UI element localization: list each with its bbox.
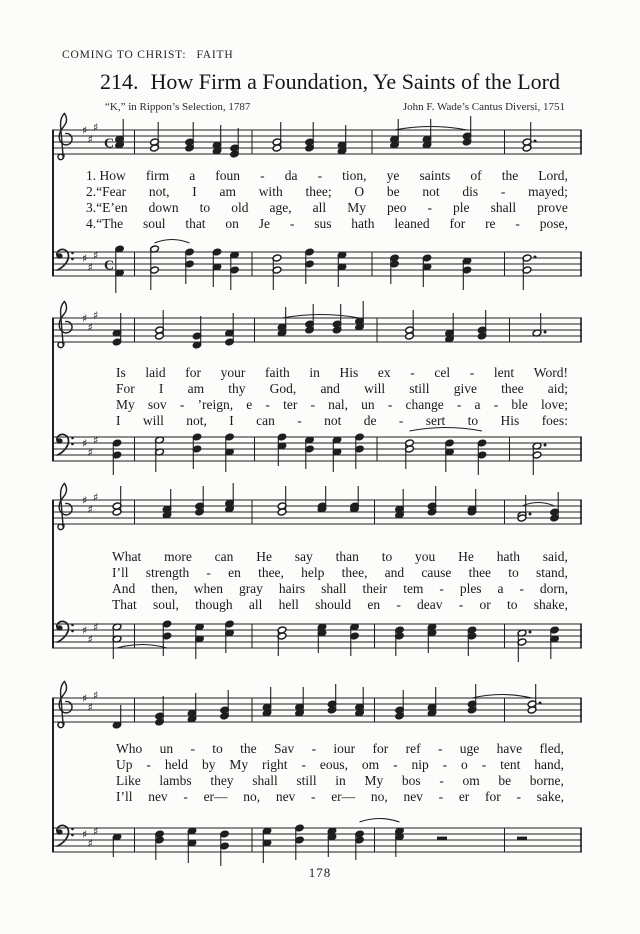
lyric-syllable: love; xyxy=(541,397,568,412)
lyric-syllable: and xyxy=(320,381,340,396)
lyric-syllable: What xyxy=(112,549,142,564)
lyric-syllable: And xyxy=(112,581,136,596)
lyric-syllable: Up xyxy=(116,757,133,772)
lyrics-line xyxy=(86,184,568,200)
lyric-syllable: firm xyxy=(145,168,170,183)
lyrics-line xyxy=(116,413,568,429)
lyric-syllable: for xyxy=(449,216,466,231)
lyric-syllable: - xyxy=(458,597,464,612)
lyric-syllable: - xyxy=(515,216,520,231)
svg-text:♯: ♯ xyxy=(87,446,93,459)
lyric-syllable: un xyxy=(361,397,375,412)
lyric-syllable: more xyxy=(164,549,192,564)
lyric-syllable: right xyxy=(262,757,288,772)
lyric-syllable: da xyxy=(284,168,298,183)
lyric-syllable: sus xyxy=(314,216,332,231)
lyric-syllable: borne, xyxy=(529,773,564,788)
lyric-syllable: My xyxy=(347,200,366,215)
lyric-syllable: - xyxy=(183,789,188,804)
lyric-syllable: have xyxy=(496,741,523,756)
lyric-syllable: the xyxy=(240,741,257,756)
lyric-syllable: a xyxy=(189,168,196,183)
lyric-syllable: Sav xyxy=(273,741,295,756)
lyric-syllable: eous, xyxy=(319,757,348,772)
svg-text:♯: ♯ xyxy=(93,121,99,134)
lyric-syllable: will xyxy=(142,413,164,428)
lyric-syllable: sake, xyxy=(536,789,564,804)
lyric-syllable: cel xyxy=(434,365,451,380)
lyrics-line xyxy=(116,773,564,789)
lyric-syllable: lent xyxy=(493,365,515,380)
lyric-syllable: - xyxy=(516,789,521,804)
lyric-syllable: I xyxy=(158,381,164,396)
svg-text:♯: ♯ xyxy=(87,133,93,146)
lyric-syllable: His xyxy=(339,365,359,380)
lyric-syllable: not, xyxy=(148,184,170,199)
lyric-syllable: shall xyxy=(252,773,278,788)
lyric-syllable: not, xyxy=(186,413,207,428)
lyric-syllable: can xyxy=(214,549,234,564)
lyric-syllable: be xyxy=(498,773,512,788)
lyric-syllable: be xyxy=(386,184,400,199)
lyric-syllable: ref xyxy=(405,741,421,756)
lyric-syllable: shall xyxy=(490,200,517,215)
lyric-syllable: gray xyxy=(238,581,263,596)
system-connector xyxy=(52,500,54,648)
lyric-syllable: - xyxy=(265,397,270,412)
lyric-syllable: nev xyxy=(403,789,423,804)
lyric-syllable: no, xyxy=(370,789,388,804)
lyric-syllable: - xyxy=(311,789,316,804)
lyric-syllable: should xyxy=(315,597,352,612)
svg-text:♯: ♯ xyxy=(93,309,99,322)
lyric-syllable: down xyxy=(148,200,179,215)
lyric-syllable: - xyxy=(410,365,415,380)
lyric-syllable: that xyxy=(185,216,206,231)
lyric-syllable: ex xyxy=(377,365,391,380)
lyric-syllable: ter xyxy=(283,397,298,412)
lyric-syllable: - xyxy=(387,397,393,412)
svg-text:♯: ♯ xyxy=(93,491,99,504)
lyric-syllable: 1. How xyxy=(86,168,126,183)
page-number: 178 xyxy=(308,865,332,880)
lyric-syllable: you xyxy=(415,549,436,564)
lyric-syllable: foes: xyxy=(541,413,568,428)
lyric-syllable: fled, xyxy=(539,741,564,756)
svg-text:♯: ♯ xyxy=(82,624,88,637)
lyric-syllable: 2.“Fear xyxy=(86,184,127,199)
lyric-syllable: - xyxy=(260,168,265,183)
treble-staff xyxy=(52,298,582,372)
lyrics-line xyxy=(116,397,568,413)
lyric-syllable: nip xyxy=(411,757,429,772)
hymn-title: How Firm a Foundation, Ye Saints of the Lord xyxy=(150,69,560,94)
lyric-syllable: God, xyxy=(269,381,297,396)
hymn-number: 214. xyxy=(100,69,139,94)
lyrics-line xyxy=(116,365,568,381)
composer-attribution: John F. Wade’s Cantus Diversi, 1751 xyxy=(402,101,565,113)
svg-text:♯: ♯ xyxy=(93,249,99,262)
bass-staff xyxy=(52,604,582,678)
lyric-syllable: leaned xyxy=(394,216,430,231)
lyric-syllable: Like xyxy=(116,773,141,788)
lyric-syllable: om xyxy=(361,757,380,772)
lyrics-line xyxy=(116,789,564,805)
system-connector xyxy=(52,318,54,461)
lyric-syllable: hand, xyxy=(534,757,564,772)
lyric-syllable: 3.“E’en xyxy=(86,200,128,215)
lyric-syllable: to xyxy=(381,549,393,564)
lyric-syllable: I xyxy=(116,413,121,428)
svg-text:♯: ♯ xyxy=(82,252,88,265)
lyric-syllable: not xyxy=(324,413,342,428)
system-connector xyxy=(52,130,54,276)
lyrics-line xyxy=(116,757,564,773)
lyric-syllable: en xyxy=(367,597,381,612)
lyric-syllable: tion, xyxy=(342,168,367,183)
lyric-syllable: to xyxy=(506,597,518,612)
lyric-syllable: For xyxy=(116,381,135,396)
lyric-syllable: ble xyxy=(511,397,528,412)
lyric-syllable: no, xyxy=(243,789,261,804)
lyric-syllable: of xyxy=(470,168,482,183)
svg-text:♯: ♯ xyxy=(87,837,93,850)
svg-text:♯: ♯ xyxy=(82,828,88,841)
lyric-syllable: to xyxy=(467,413,479,428)
lyric-syllable: their xyxy=(362,581,388,596)
lyric-syllable: He xyxy=(458,549,474,564)
lyrics-line xyxy=(112,565,568,581)
lyric-syllable: thee, xyxy=(341,565,368,580)
lyrics-block xyxy=(86,168,568,232)
lyric-syllable: My xyxy=(116,397,135,412)
lyric-syllable: shake, xyxy=(533,597,568,612)
lyric-syllable: thee, xyxy=(258,565,284,580)
lyric-syllable: - xyxy=(398,413,404,428)
lyric-syllable: thee xyxy=(468,565,492,580)
lyric-syllable: laid xyxy=(145,365,166,380)
hymn-title-row xyxy=(30,69,630,95)
lyric-syllable: hell xyxy=(278,597,299,612)
lyric-syllable: His xyxy=(500,413,520,428)
lyrics-line xyxy=(112,581,568,597)
lyric-syllable: strength xyxy=(145,565,190,580)
lyric-syllable: ples xyxy=(459,581,482,596)
lyric-syllable: - xyxy=(481,757,487,772)
svg-text:♯: ♯ xyxy=(93,825,99,838)
lyric-syllable: Je xyxy=(258,216,270,231)
lyric-syllable: not xyxy=(422,184,440,199)
lyric-syllable: - xyxy=(297,413,302,428)
lyric-syllable: - xyxy=(438,789,444,804)
lyric-syllable: I’ll xyxy=(116,789,133,804)
lyric-syllable: soul xyxy=(142,216,166,231)
lyric-syllable: tem xyxy=(403,581,424,596)
lyric-syllable: faith xyxy=(265,365,290,380)
lyric-syllable: foun xyxy=(215,168,241,183)
lyric-syllable: say xyxy=(294,549,313,564)
lyric-syllable: prove xyxy=(537,200,568,215)
lyric-syllable: I xyxy=(229,413,234,428)
lyric-syllable: - xyxy=(439,581,444,596)
lyric-syllable: tent xyxy=(500,757,521,772)
lyric-syllable: a xyxy=(497,581,504,596)
lyric-syllable: pose, xyxy=(539,216,568,231)
lyric-syllable: - xyxy=(427,200,433,215)
svg-text:♯: ♯ xyxy=(87,321,93,334)
lyric-syllable: - xyxy=(437,741,443,756)
lyric-syllable: change xyxy=(405,397,444,412)
lyric-syllable: - xyxy=(456,397,462,412)
lyric-syllable: Who xyxy=(116,741,143,756)
lyrics-block xyxy=(116,741,564,805)
lyric-syllable: dorn, xyxy=(539,581,568,596)
lyric-syllable: said, xyxy=(542,549,568,564)
lyric-syllable: - xyxy=(393,757,398,772)
lyric-syllable: - xyxy=(311,741,317,756)
lyric-syllable: nev xyxy=(275,789,296,804)
lyric-syllable: to xyxy=(212,741,223,756)
lyric-syllable: in xyxy=(309,365,320,380)
lyric-syllable: ple xyxy=(453,200,470,215)
lyric-syllable: - xyxy=(190,741,195,756)
lyric-syllable: to xyxy=(508,565,519,580)
lyric-syllable: saints xyxy=(419,168,451,183)
lyric-syllable: om xyxy=(462,773,480,788)
svg-text:♯: ♯ xyxy=(82,692,88,705)
lyric-syllable: - xyxy=(469,365,475,380)
lyric-syllable: Is xyxy=(116,365,126,380)
lyric-syllable: He xyxy=(256,549,272,564)
lyric-syllable: for xyxy=(185,365,201,380)
category-heading xyxy=(62,49,233,61)
lyric-syllable: all xyxy=(312,200,327,215)
lyric-syllable: in xyxy=(335,773,346,788)
lyric-syllable: er— xyxy=(203,789,228,804)
lyric-syllable: un xyxy=(159,741,174,756)
lyrics-block xyxy=(112,549,568,613)
lyric-syllable: My xyxy=(229,757,249,772)
lyric-syllable: will xyxy=(364,381,386,396)
svg-text:♯: ♯ xyxy=(93,434,99,447)
lyric-syllable: cause xyxy=(421,565,452,580)
lyric-syllable: than xyxy=(335,549,359,564)
lyric-syllable: nev xyxy=(148,789,168,804)
lyric-syllable: to xyxy=(199,200,211,215)
lyric-syllable: your xyxy=(220,365,246,380)
lyric-syllable: iour xyxy=(333,741,356,756)
lyric-syllable: I xyxy=(192,184,197,199)
lyric-syllable: 4.“The xyxy=(86,216,124,231)
lyric-syllable: shall xyxy=(321,581,347,596)
lyric-syllable: - xyxy=(289,216,295,231)
lyric-syllable: mayed; xyxy=(528,184,568,199)
lyric-syllable: thy xyxy=(228,381,246,396)
lyrics-block xyxy=(116,365,568,429)
lyric-syllable: deav xyxy=(417,597,443,612)
lyric-syllable: de xyxy=(363,413,377,428)
lyric-syllable: by xyxy=(201,757,216,772)
lyric-syllable: thee xyxy=(501,381,524,396)
svg-text:♯: ♯ xyxy=(82,437,88,450)
lyric-syllable: when xyxy=(193,581,223,596)
lyric-syllable: on xyxy=(225,216,239,231)
lyric-syllable: nal, xyxy=(328,397,349,412)
lyric-syllable: - xyxy=(146,757,151,772)
lyric-syllable: Lord, xyxy=(538,168,568,183)
lyric-syllable: - xyxy=(500,184,506,199)
lyric-syllable: age, xyxy=(269,200,292,215)
source-attribution: “K,” in Rippon’s Selection, 1787 xyxy=(105,101,251,113)
lyric-syllable: My xyxy=(364,773,384,788)
category-topic-label: FAITH xyxy=(196,49,234,61)
lyric-syllable: o xyxy=(461,757,468,772)
lyric-syllable: for xyxy=(485,789,501,804)
lyrics-line xyxy=(86,216,568,232)
lyric-syllable: they xyxy=(210,773,234,788)
lyric-syllable: with xyxy=(258,184,283,199)
lyric-syllable: ye xyxy=(386,168,400,183)
lyric-syllable: ’reign, xyxy=(197,397,234,412)
lyric-syllable: That xyxy=(112,597,137,612)
lyric-syllable: I’ll xyxy=(112,565,129,580)
lyric-syllable: - xyxy=(439,773,444,788)
lyric-syllable: - xyxy=(179,397,185,412)
svg-text:♯: ♯ xyxy=(82,312,88,325)
lyric-syllable: - xyxy=(442,757,448,772)
lyrics-line xyxy=(86,168,568,184)
lyric-syllable: old xyxy=(231,200,249,215)
lyric-syllable: - xyxy=(317,168,323,183)
lyrics-line xyxy=(116,741,564,757)
lyric-syllable: hairs xyxy=(278,581,306,596)
svg-text:♯: ♯ xyxy=(87,261,93,274)
lyric-syllable: sov xyxy=(147,397,167,412)
lyric-syllable: stand, xyxy=(535,565,568,580)
lyric-syllable: give xyxy=(453,381,477,396)
lyric-syllable: er xyxy=(458,789,470,804)
lyric-syllable: peo xyxy=(386,200,407,215)
lyric-syllable: still xyxy=(409,381,430,396)
lyric-syllable: - xyxy=(206,565,211,580)
lyric-syllable: hath xyxy=(496,549,520,564)
lyric-syllable: O xyxy=(354,184,365,199)
lyric-syllable: - xyxy=(301,757,306,772)
lyric-syllable: er— xyxy=(331,789,356,804)
svg-text:♯: ♯ xyxy=(93,689,99,702)
svg-text:C: C xyxy=(104,258,115,274)
lyric-syllable: for xyxy=(372,741,389,756)
lyric-syllable: thee; xyxy=(305,184,332,199)
svg-text:♯: ♯ xyxy=(87,701,93,714)
lyric-syllable: help xyxy=(301,565,325,580)
lyric-syllable: aid; xyxy=(547,381,568,396)
lyric-syllable: - xyxy=(493,397,499,412)
svg-text:♯: ♯ xyxy=(82,494,88,507)
category-label: COMING TO CHRIST: xyxy=(62,49,187,61)
lyric-syllable: a xyxy=(474,397,481,412)
lyrics-line xyxy=(116,381,568,397)
bass-staff xyxy=(52,232,582,306)
svg-text:C: C xyxy=(104,136,115,152)
system-connector xyxy=(52,698,54,852)
lyrics-line xyxy=(86,200,568,216)
lyric-syllable: am xyxy=(219,184,236,199)
lyric-syllable: - xyxy=(396,597,401,612)
lyric-syllable: can xyxy=(256,413,275,428)
lyrics-line xyxy=(112,597,568,613)
svg-text:♯: ♯ xyxy=(87,503,93,516)
lyric-syllable: all xyxy=(248,597,263,612)
lyric-syllable: bos xyxy=(401,773,421,788)
lyrics-line xyxy=(112,549,568,565)
lyric-syllable: then, xyxy=(151,581,178,596)
lyric-syllable: am xyxy=(187,381,205,396)
lyric-syllable: e xyxy=(246,397,253,412)
lyric-syllable: and xyxy=(384,565,405,580)
lyric-syllable: re xyxy=(485,216,496,231)
lyric-syllable: held xyxy=(164,757,189,772)
treble-staff xyxy=(52,480,582,554)
lyric-syllable: dis xyxy=(462,184,479,199)
lyric-syllable: Word! xyxy=(533,365,568,380)
lyric-syllable: though xyxy=(195,597,233,612)
lyric-syllable: en xyxy=(228,565,241,580)
lyric-syllable: or xyxy=(479,597,491,612)
svg-text:♯: ♯ xyxy=(87,633,93,646)
lyric-syllable: still xyxy=(296,773,317,788)
lyric-syllable: the xyxy=(501,168,519,183)
lyric-syllable: lambs xyxy=(159,773,192,788)
lyric-syllable: soul, xyxy=(152,597,179,612)
lyric-syllable: hath xyxy=(351,216,375,231)
svg-text:♯: ♯ xyxy=(82,124,88,137)
lyric-syllable: - xyxy=(310,397,315,412)
lyric-syllable: - xyxy=(519,581,524,596)
svg-text:♯: ♯ xyxy=(93,621,99,634)
lyric-syllable: uge xyxy=(459,741,480,756)
lyric-syllable: sert xyxy=(425,413,446,428)
